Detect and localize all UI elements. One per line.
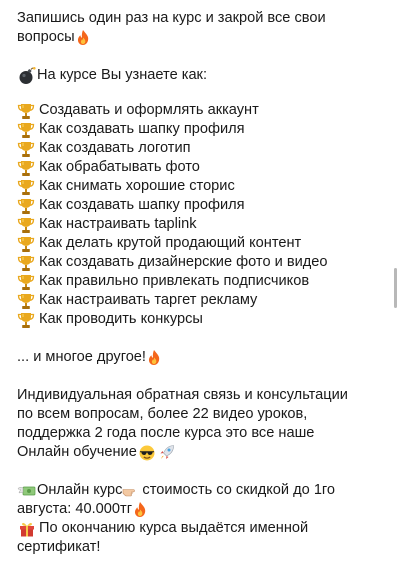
support-line-2: по всем вопросам, более 22 видео уроков, xyxy=(17,406,308,422)
trophy-icon xyxy=(17,120,39,139)
trophy-icon xyxy=(17,310,39,329)
cert-line-1-text: По окончанию курса выдаётся именной xyxy=(39,520,309,536)
trophy-icon xyxy=(17,196,39,215)
trophy-icon xyxy=(17,272,39,291)
cert-line-2: сертификат! xyxy=(17,539,101,555)
topic-list-item xyxy=(17,196,387,215)
trophy-icon xyxy=(17,101,39,120)
rocket-icon xyxy=(157,443,177,462)
price-line-1 xyxy=(17,481,387,500)
topic-list-item xyxy=(17,234,387,253)
topic-label: Как правильно привлекать подписчиков xyxy=(39,273,310,289)
more-line xyxy=(17,348,387,367)
topic-label: Как делать крутой продающий контент xyxy=(39,235,302,251)
topic-label: Как настраивать taplink xyxy=(39,216,197,232)
price-course-text: Онлайн курс xyxy=(37,482,123,498)
topic-label: Как снимать хорошие сторис xyxy=(39,178,235,194)
trophy-icon xyxy=(17,253,39,272)
topic-label: Как обрабатывать фото xyxy=(39,159,200,175)
course-topics-list xyxy=(17,101,387,329)
topic-list-item xyxy=(17,158,387,177)
topic-list-item xyxy=(17,310,387,329)
topic-list-item xyxy=(17,101,387,120)
price-line-2 xyxy=(17,500,387,519)
bomb-icon xyxy=(17,66,37,85)
pointing-hand-icon xyxy=(122,481,142,500)
gift-icon xyxy=(17,519,39,538)
scrollbar[interactable] xyxy=(394,268,397,308)
trophy-icon xyxy=(17,139,39,158)
intro-line-2-text: вопросы xyxy=(17,29,75,45)
fire-icon xyxy=(132,500,148,519)
topic-label: Как создавать шапку профиля xyxy=(39,121,245,137)
topic-label: Как создавать дизайнерские фото и видео xyxy=(39,254,328,270)
post-caption xyxy=(17,9,387,557)
fire-icon xyxy=(146,348,162,367)
support-line-4-text: Онлайн обучение xyxy=(17,444,137,460)
trophy-icon xyxy=(17,215,39,234)
topic-list-item xyxy=(17,177,387,196)
topic-list-item xyxy=(17,272,387,291)
price-discount-text: стоимость со скидкой до 1го xyxy=(142,482,336,498)
fire-icon xyxy=(75,28,91,47)
topic-label: Как настраивать таргет рекламу xyxy=(39,292,258,308)
topic-list-item xyxy=(17,120,387,139)
topic-label: Создавать и оформлять аккаунт xyxy=(39,102,259,118)
support-line-4 xyxy=(17,443,387,462)
topic-label: Как проводить конкурсы xyxy=(39,311,203,327)
intro-line-2 xyxy=(17,28,387,47)
trophy-icon xyxy=(17,234,39,253)
topic-label: Как создавать шапку профиля xyxy=(39,197,245,213)
trophy-icon xyxy=(17,158,39,177)
support-line-1: Индивидуальная обратная связь и консультации xyxy=(17,387,348,403)
trophy-icon xyxy=(17,177,39,196)
topic-list-item xyxy=(17,215,387,234)
trophy-icon xyxy=(17,291,39,310)
more-text: ... и многое другое! xyxy=(17,349,146,365)
learn-heading-text: На курсе Вы узнаете как: xyxy=(37,67,208,83)
topic-list-item xyxy=(17,139,387,158)
intro-line-1: Запишись один раз на курс и закрой все свои xyxy=(17,10,326,26)
cert-line-1 xyxy=(17,519,387,538)
topic-label: Как создавать логотип xyxy=(39,140,191,156)
support-line-3: поддержка 2 года после курса это все наше xyxy=(17,425,315,441)
price-amount-text: августа: 40.000тг xyxy=(17,501,133,517)
learn-heading xyxy=(17,66,387,85)
topic-list-item xyxy=(17,253,387,272)
topic-list-item xyxy=(17,291,387,310)
money-with-wings-icon xyxy=(17,481,37,500)
sunglasses-face-icon xyxy=(137,443,157,462)
